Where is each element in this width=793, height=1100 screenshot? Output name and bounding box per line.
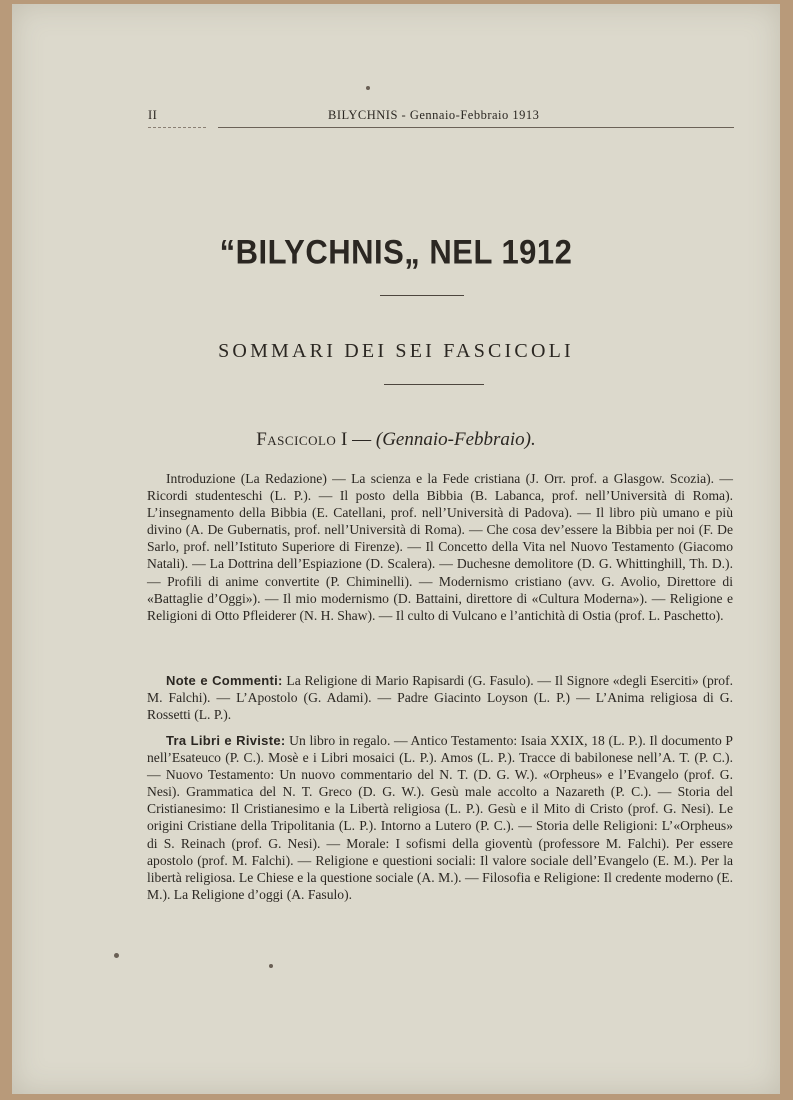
paper-blemish [269, 964, 273, 968]
running-head [148, 108, 734, 130]
subtitle-rule [384, 384, 484, 385]
fascicolo-heading [12, 429, 780, 451]
running-head-rule-left [148, 127, 206, 128]
note-paragraph [147, 672, 733, 723]
page-subtitle: SOMMARI DEI SEI FASCICOLI [218, 340, 574, 362]
note-label: Note e Commenti: [166, 673, 283, 688]
note-text: La Religione di Mario Rapisardi (G. Fasulo). — Il Signore «degli Eserciti» (prof. M. Falchi). — L’Apostolo (G. Adami). — Padre Giacinto Loyson (L. P.) — L’Anima religiosa di G. Rossetti (L. P.). [147, 673, 734, 723]
fascicolo-period: (Gennaio-Febbraio). [375, 429, 536, 450]
libri-label: Tra Libri e Riviste: [166, 733, 286, 748]
libri-text: Un libro in regalo. — Antico Testamento: Isaia XXIX, 18 (L. P.). Il documento P nell’Esateuco (P. C.). Mosè e i Libri mosaici (L. P.). Amos (L. P.). Tracce di babilonese nell’A. T. (P. C.). — Nuovo Testamento: Un nuovo commentario del N. T. (D. G. W.). «Orpheus» e l’Evangelo (prof. G. Nesi). Grammatica del N. T. Greco (D. G. W.). Gesù male accolto a Nazareth (P. C.). — Storia del Cristianesimo: Il Cristianesimo e la Libertà religiosa (L. P.). Gesù e il Mito di Cristo (prof. G. Nesi). Le origini Cristiane della Tripolitania (L. P.). Intorno a Lutero (P. C.). — Storia delle Religioni: L’«Orpheus» di S. Reinach (prof. G. Nesi). — Morale: I sofismi della gioventù (professore M. Falchi). Per essere apostolo (prof. M. Falchi). — Religione e questioni sociali: Il valore sociale dell’Evangelo (E. M.). Per la libertà religiosa. Le Chiese e la questione sociale (A. M.). — Filosofia e Religione: Il credente moderno (E. M.). La Religione d’oggi (A. Fasulo). [147, 733, 733, 902]
page-number: II [148, 108, 158, 122]
title-rule [380, 295, 464, 296]
scanned-page [12, 4, 780, 1094]
fascicolo-number: I [341, 429, 348, 450]
page-title: “BILYCHNIS„ NEL 1912 [219, 232, 573, 272]
libri-paragraph [147, 732, 733, 903]
running-head-title: BILYCHNIS - Gennaio-Febbraio 1913 [328, 108, 540, 122]
paper-blemish [114, 953, 119, 958]
fascicolo-dash: — [352, 429, 372, 450]
fascicolo-label: Fascicolo [256, 429, 337, 450]
running-head-rule [218, 127, 734, 128]
paper-blemish [366, 86, 370, 90]
intro-paragraph: Introduzione (La Redazione) — La scienza e la Fede cristiana (J. Orr. prof. a Glasgow. Scozia). — Ricordi studenteschi (L. P.). — Il posto della Bibbia (B. Labanca, prof. nell’Università di Roma). L’insegnamento della Bibbia (E. Catellani, prof. nell’Università di Padova). — Il libro più umano e più divino (A. De Gubernatis, prof. nell’Università di Roma). — Che cosa dev’essere la Bibbia per noi (F. De Sarlo, prof. nell’Istituto Superiore di Firenze). — Il Concetto della Vita nel Nuovo Testamento (Giacomo Natali). — La Dottrina dell’Espiazione (D. Scalera). — Duchesne demolitore (D. G. Whittinghill, Th. D.). — Profili di anime convertite (P. Chiminelli). — Modernismo cristiano (avv. G. Avolio, Direttore di «Battaglie d’Oggi»). — Il mio modernismo (D. Battaini, direttore di «Cultura Moderna»). — Religione e Religioni di Otto Pfleiderer (N. H. Shaw). — Il culto di Vulcano e l’antichità di Ostia (prof. L. Paschetto). [147, 471, 733, 623]
